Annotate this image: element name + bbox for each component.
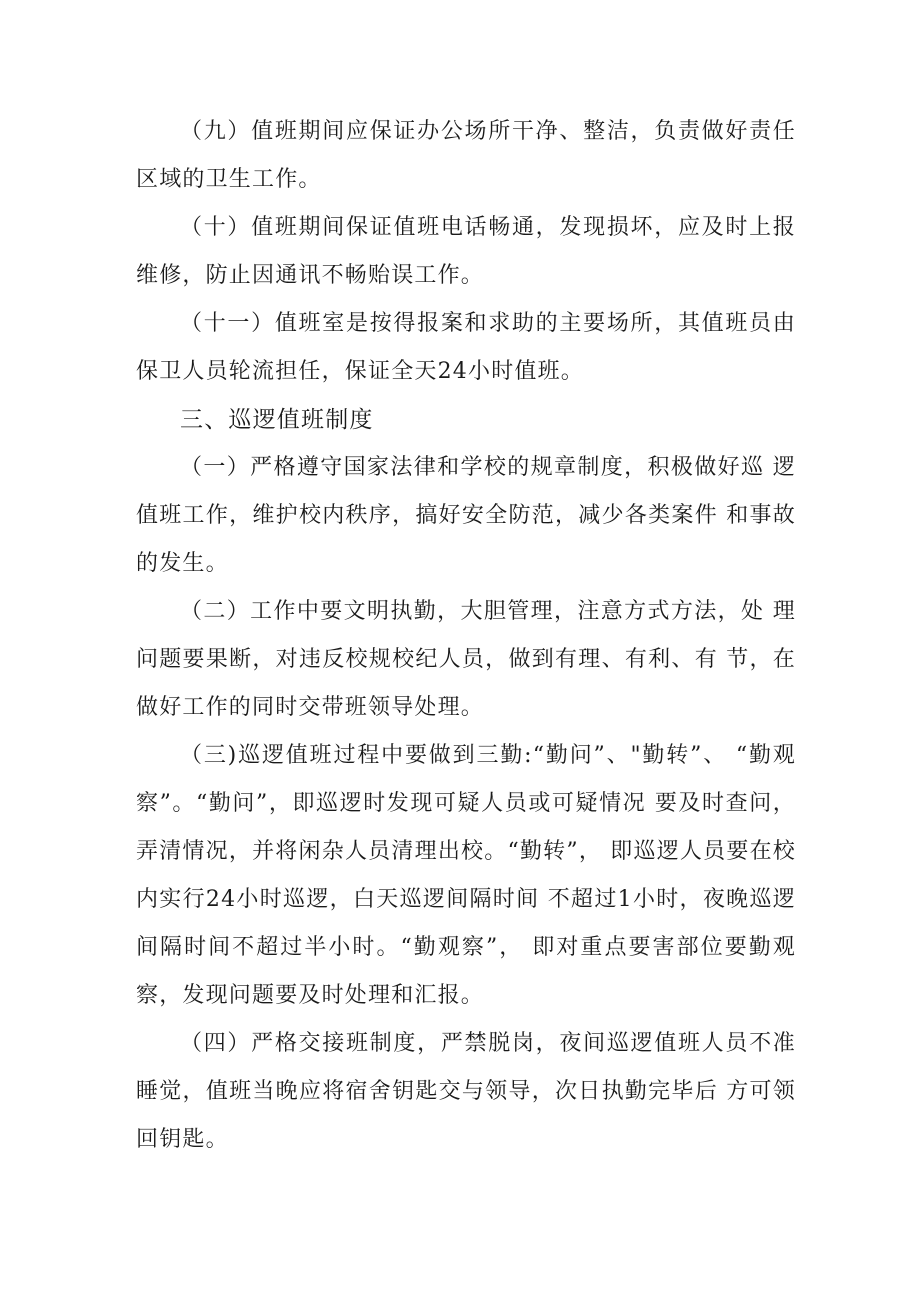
patrol-paragraph-4: （四）严格交接班制度，严禁脱岗，夜间巡逻值班人员不准睡觉，值班当晚应将宿舍钥匙交与领导，次日执勤完毕后 方可领回钥匙。 [136, 1031, 796, 1152]
paragraph-11: （十一）值班室是按得报案和求助的主要场所，其值班员由保卫人员轮流担任，保证全天24小时值班。 [136, 311, 796, 384]
paragraph-10: （十）值班期间保证值班电话畅通，发现损坏，应及时上报维修，防止因通讯不畅贻误工作。 [136, 215, 796, 288]
patrol-paragraph-1: （一）严格遵守国家法律和学校的规章制度，积极做好巡 逻值班工作，维护校内秩序，搞好安全防范，减少各类案件 和事故的发生。 [136, 455, 796, 576]
patrol-paragraph-2: （二）工作中要文明执勤，大胆管理，注意方式方法，处 理问题要果断，对违反校规校纪人员，做到有理、有利、有 节，在做好工作的同时交带班领导处理。 [136, 599, 796, 720]
section-heading: 三、巡逻值班制度 [180, 407, 374, 433]
paragraph-9: （九）值班期间应保证办公场所干净、整洁，负责做好责任区域的卫生工作。 [136, 119, 796, 192]
patrol-paragraph-3: （三)巡逻值班过程中要做到三勤:“勤问”、"勤转”、 “勤观察”。“勤问”，即巡逻时发现可疑人员或可疑情况 要及时查问，弄清情况，并将闲杂人员清理出校。“勤转”， 即巡逻人员要在校内实行24小时巡逻，白天巡逻间隔时间 不超过1小时，夜晚巡逻间隔时间不超过半小时。“勤观察”， 即对重点要害部位要勤观察，发现问题要及时处理和汇报。 [136, 743, 796, 1008]
document-body [136, 108, 796, 1164]
